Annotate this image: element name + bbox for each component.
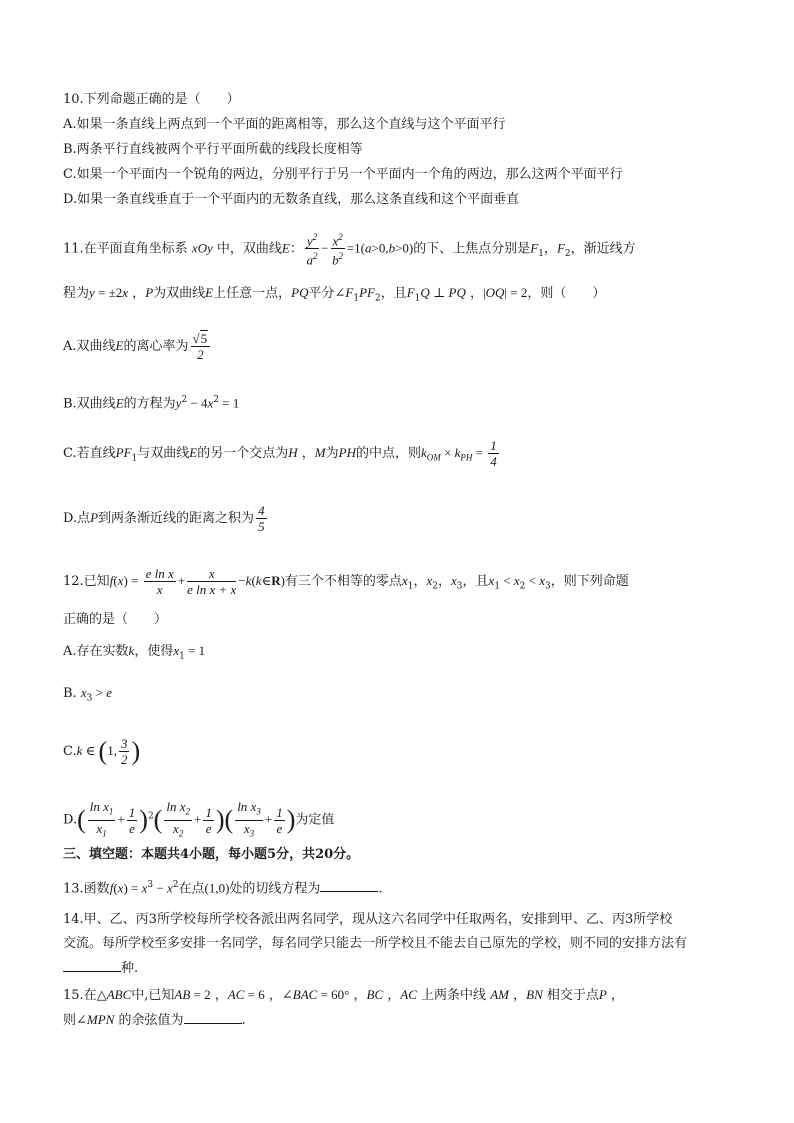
q12-option-b: B. $x_3 > e$ bbox=[63, 685, 112, 704]
section-3-title: 三、填空题：本题共4小题，每小题5分，共20分。 bbox=[63, 847, 360, 862]
q10-option-d: D.如果一条直线垂直于一个平面内的无数条直线，那么这条直线和这个平面垂直 bbox=[63, 192, 520, 207]
q12-option-a: A.存在实数k，使得$x_1 = 1$ bbox=[63, 643, 206, 662]
q11-option-b: B.双曲线E的方程为$y^2 - 4x^2 = 1$ bbox=[63, 395, 240, 412]
q12-stem-line2: 正确的是（ ） bbox=[63, 612, 168, 627]
q11-stem-line1: 11.在平面直角坐标系 xOy 中，双曲线E： $\frac{y^2}{a^2}$ − $\frac{x^2}{b^2}$ =1(a>0,b>0)的下、上焦点分别是$F_1$，$F_2$，渐近线方 bbox=[63, 232, 636, 268]
q10-option-a: A.如果一条直线上两点到一个平面的距离相等，那么这个直线与这个平面平行 bbox=[63, 117, 506, 132]
q14-line3: 种. bbox=[63, 959, 138, 978]
q10-option-c: C.如果一个平面内一个锐角的两边，分别平行于另一个平面内一个角的两边，那么这两个平面平行 bbox=[63, 167, 623, 182]
q15-line1: 15.在△ABC中,已知AB = 2 ，AC = 6 ，∠BAC = 60° ，BC ，AC 上两条中线 AM ，BN 相交于点P ， bbox=[63, 987, 624, 1003]
q15-answer-blank[interactable] bbox=[184, 1011, 242, 1024]
q12-stem-line1: 12.已知f(x) = $\frac{\text{e ln x}}{x}$ + $\frac{x}{\text{e ln x + x}}$ −k(k∈R)有三个不相等的零点$x_1$，$x_2$，$x_3$，且$x_1 < x_2 < x_3$，则下列命题 bbox=[63, 566, 629, 597]
q15-line2: 则∠MPN 的余弦值为 . bbox=[63, 1012, 246, 1028]
q10-option-b: B.两条平行直线被两个平行平面所截的线段长度相等 bbox=[63, 142, 363, 157]
q13-answer-blank[interactable] bbox=[320, 879, 378, 892]
q14-line1: 14.甲、乙、丙3所学校每所学校各派出两名同学，现从这六名同学中任取两名，安排到甲、乙、丙3所学校 bbox=[63, 912, 673, 927]
q11-option-c: C.若直线$PF_1$与双曲线E的另一个交点为H ，M为PH的中点，则$k_{OM} \times k_{PH}$ = $\frac{1}{4}$ bbox=[63, 438, 497, 469]
q12-option-d: D.( $\frac{\ln x_1}{x_1}$ + $\frac{1}{e}$ )$^2$( $\frac{\ln x_2}{x_2}$ + $\frac{1}{e}$ )( $\frac{\ln x_3}{x_3}$ + $\frac{1}{e}$ )为定值 bbox=[63, 799, 335, 839]
q11-option-d: D.点P到两条渐近线的距离之积为 $\frac{4}{5}$ bbox=[63, 503, 265, 534]
q11-stem-line2: 程为y = ±2x ，P为双曲线E上任意一点，PQ平分$\angle F_1PF_2$，且$F_1Q$ ⊥ PQ ，|OQ| = 2，则（ ） bbox=[63, 285, 606, 304]
q13: 13.函数$f(x) = x^3 - x^2$在点(1,0)处的切线方程为 . bbox=[63, 880, 383, 897]
q14-answer-blank[interactable] bbox=[63, 959, 121, 972]
q12-option-c: C.k ∈ (1, $\frac{3}{2}$ ) bbox=[63, 736, 141, 767]
q11-option-a: A.双曲线E的离心率为 $\frac{√5}{2}$ bbox=[63, 331, 212, 362]
q14-line2: 交流。每所学校至多安排一名同学，每名同学只能去一所学校且不能去自己原先的学校，则不同的安排方法有 bbox=[63, 936, 688, 951]
q10-stem: 10.下列命题正确的是（ ） bbox=[63, 92, 240, 107]
